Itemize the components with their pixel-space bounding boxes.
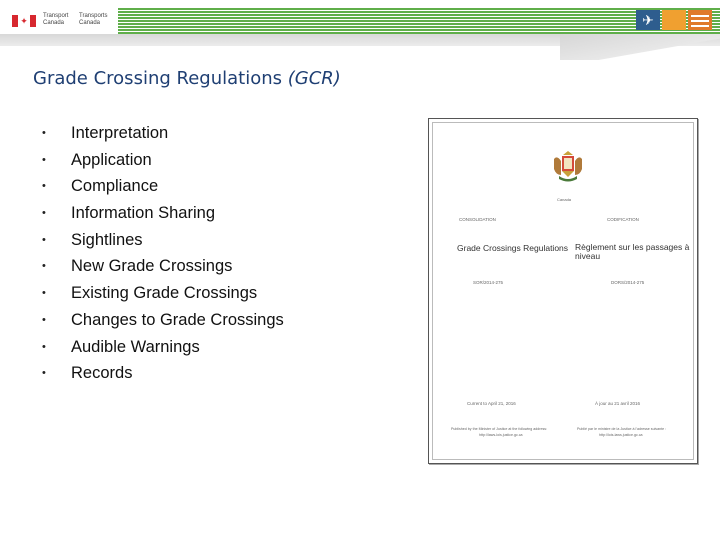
sor-number-en: SOR/2014-275 <box>473 280 504 285</box>
agency-name-en: Transport Canada <box>43 13 69 26</box>
slide-title: Grade Crossing Regulations (GCR) <box>33 68 341 89</box>
published-note-fr: Publié par le ministre de la Justice à l'adresse suivante : <box>577 427 667 431</box>
transport-canada-logo-icon <box>662 10 686 30</box>
canada-label: Canada <box>557 197 572 202</box>
header-stripes <box>118 8 720 34</box>
consolidation-label-fr: CODIFICATION <box>607 217 639 222</box>
canada-flag-icon: ✦ <box>12 15 36 27</box>
header-wedge <box>560 34 720 60</box>
url-fr: http://lois-laws.justice.gc.ca <box>599 433 643 437</box>
current-date-en: Current to April 21, 2016 <box>467 401 516 406</box>
rail-logo-icon <box>688 10 712 30</box>
agency-name-fr: Transports Canada <box>79 13 108 26</box>
coat-of-arms-icon <box>551 149 585 185</box>
regulation-document-image <box>428 118 698 464</box>
url-en: http://laws-lois.justice.gc.ca <box>479 433 523 437</box>
airplane-logo-icon: ✈ <box>636 10 660 30</box>
sor-number-fr: DORS/2014-275 <box>611 280 645 285</box>
document-title-en: Grade Crossings Regulations <box>457 243 569 253</box>
current-date-fr: À jour au 21 avril 2016 <box>595 401 641 406</box>
published-note-en: Published by the Minister of Justice at the following address: <box>451 427 548 431</box>
consolidation-label-en: CONSOLIDATION <box>459 217 496 222</box>
document-title-fr: Règlement sur les passages à niveau <box>575 242 690 261</box>
